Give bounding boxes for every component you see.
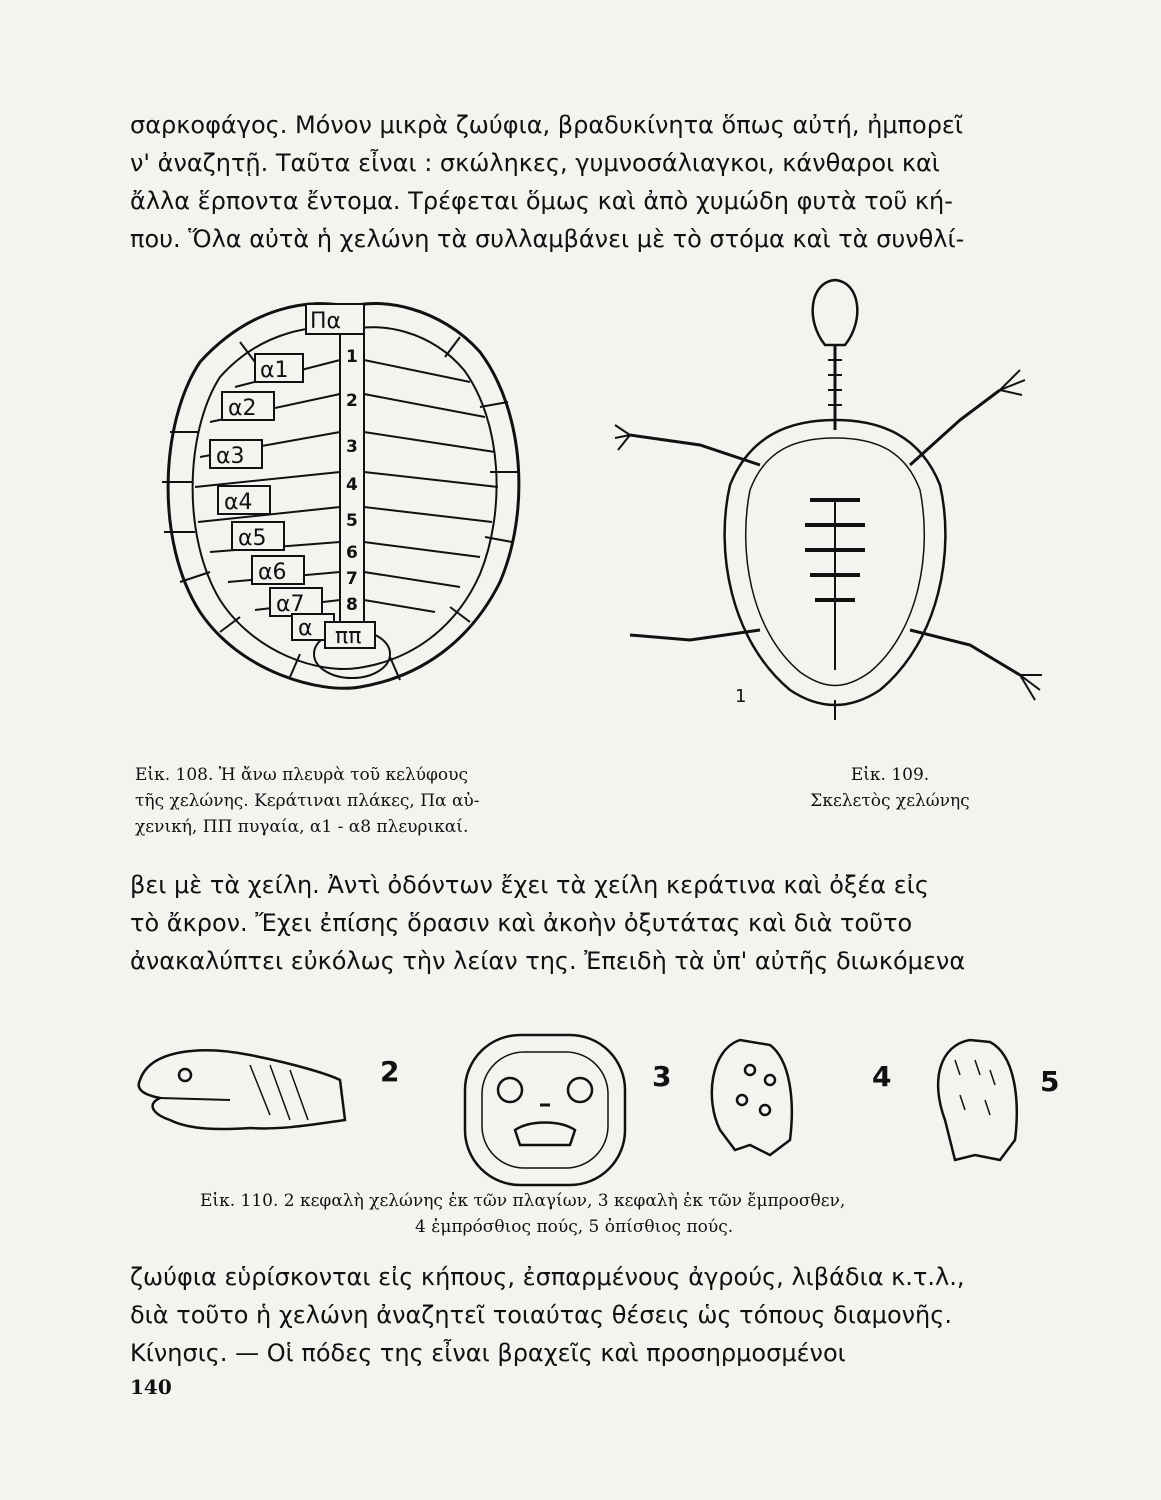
- figure-number: 3: [652, 1060, 672, 1093]
- costal-label: α5: [238, 526, 267, 551]
- caption-110: [200, 1188, 845, 1240]
- paragraph-bottom: [130, 1258, 1030, 1372]
- caption-line: χενική, ΠΠ πυγαία, α1 - α8 πλευρικαί.: [135, 817, 469, 837]
- text-line: ν' ἀναζητῇ. Ταῦτα εἶναι : σκώληκες, γυμνοσάλιαγκοι, κάνθαροι καὶ: [130, 149, 940, 177]
- carapace-drawing: [140, 282, 560, 702]
- figure-number: 5: [1040, 1065, 1060, 1098]
- costal-label: α6: [258, 560, 287, 585]
- front-foot: [712, 1040, 792, 1155]
- caption-line: Σκελετὸς χελώνης: [810, 791, 970, 811]
- text-line: βει μὲ τὰ χείλη. Ἀντὶ ὀδόντων ἔχει τὰ χείλη κεράτινα καὶ ὀξέα εἰς: [130, 871, 929, 899]
- skeleton-drawing: [610, 270, 1060, 720]
- text-line: Κίνησις. — Οἱ πόδες της εἶναι βραχεῖς καὶ προσηρμοσμένοι: [130, 1339, 846, 1367]
- paragraph-top: [130, 106, 1030, 258]
- caption-line: Εἰκ. 108. Ἡ ἄνω πλευρὰ τοῦ κελύφους: [135, 765, 468, 785]
- costal-label: α3: [216, 444, 245, 469]
- caption-line: Εἰκ. 109.: [850, 765, 930, 785]
- vertebral-label: 4: [346, 475, 358, 495]
- vertebral-label: 1: [346, 347, 358, 367]
- figure-number: 2: [380, 1055, 400, 1088]
- vertebral-label: 3: [346, 437, 358, 457]
- page-number: 140: [130, 1375, 172, 1399]
- caption-line: τῆς χελώνης. Κεράτιναι πλάκες, Πα αὐ-: [135, 791, 480, 811]
- nuchal-label: Πα: [310, 309, 342, 334]
- caption-109: [770, 762, 1010, 814]
- costal-label: α7: [276, 592, 305, 617]
- left-forelimb: [630, 435, 760, 465]
- vertebral-label: 5: [346, 511, 358, 531]
- figure-label: 1: [735, 686, 747, 707]
- pygal-label: ππ: [335, 624, 362, 649]
- figure-108-carapace: [140, 282, 560, 702]
- left-hindlimb: [630, 630, 760, 640]
- caption-line: Εἰκ. 110. 2 κεφαλὴ χελώνης ἐκ τῶν πλαγίων, 3 κεφαλὴ ἐκ τῶν ἔμπροσθεν,: [200, 1191, 846, 1211]
- turtle-head-side: [139, 1050, 345, 1129]
- text-line: σαρκοφάγος. Μόνον μικρὰ ζωύφια, βραδυκίνητα ὅπως αὐτή, ἠμπορεῖ: [130, 111, 964, 139]
- text-line: ζωύφια εὑρίσκονται εἰς κήπους, ἐσπαρμένους ἀγρούς, λιβάδια κ.τ.λ.,: [130, 1263, 965, 1291]
- text-line: ἄλλα ἕρποντα ἔντομα. Τρέφεται ὅμως καὶ ἀπὸ χυμώδη φυτὰ τοῦ κή-: [130, 187, 953, 215]
- caption-line: 4 ἐμπρόσθιος πούς, 5 ὀπίσθιος πούς.: [415, 1217, 734, 1237]
- vertebral-label: 8: [346, 595, 358, 615]
- vertebral-label: 7: [346, 569, 358, 589]
- text-line: ἀνακαλύπτει εὐκόλως τὴν λείαν της. Ἐπειδὴ τὰ ὑπ' αὐτῆς διωκόμενα: [130, 947, 966, 975]
- vertebral-label: 6: [346, 543, 358, 563]
- turtle-head-front: [465, 1035, 625, 1185]
- skull: [813, 280, 858, 345]
- text-line: τὸ ἄκρον. Ἔχει ἐπίσης ὅρασιν καὶ ἀκοὴν ὀξυτάτας καὶ διὰ τοῦτο: [130, 909, 913, 937]
- paragraph-middle: [130, 866, 1030, 980]
- text-line: που. Ὅλα αὐτὰ ἡ χελώνη τὰ συλλαμβάνει μὲ τὸ στόμα καὶ τὰ συνθλί-: [130, 225, 965, 253]
- costal-label: α1: [260, 358, 289, 383]
- caption-108: [135, 762, 480, 840]
- figure-110: [130, 1020, 1070, 1190]
- costal-label: α: [298, 616, 313, 641]
- hind-foot: [938, 1040, 1017, 1160]
- right-forelimb: [910, 390, 1000, 465]
- text-line: διὰ τοῦτο ἡ χελώνη ἀναζητεῖ τοιαύτας θέσεις ὡς τόπους διαμονῆς.: [130, 1301, 952, 1329]
- costal-label: α4: [224, 490, 253, 515]
- vertebral-label: 2: [346, 391, 358, 411]
- figure-110-drawings: [130, 1020, 1070, 1190]
- right-hindlimb: [910, 630, 1020, 675]
- costal-label: α2: [228, 396, 257, 421]
- figure-number: 4: [872, 1060, 892, 1093]
- figure-109-skeleton: [610, 270, 1060, 720]
